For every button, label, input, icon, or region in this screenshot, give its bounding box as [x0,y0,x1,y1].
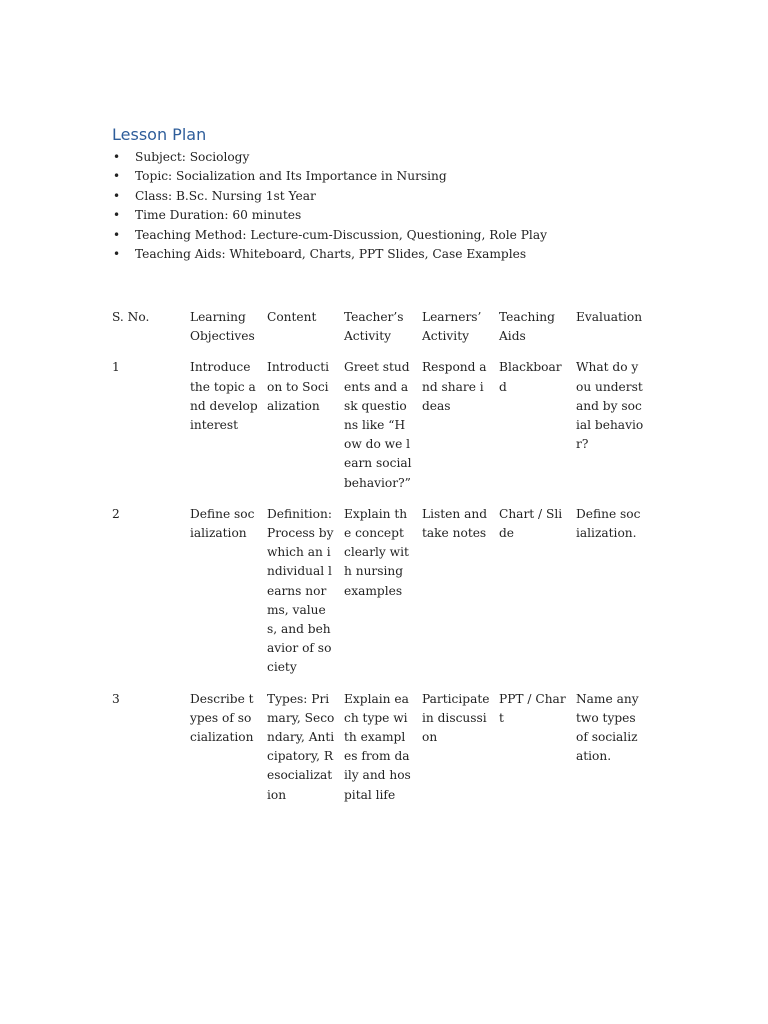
cell-objective: Describe types of socialization [190,691,254,745]
header-cell [576,308,652,358]
header-cell [190,308,267,358]
table-cell [499,505,576,690]
list-item-teaching-method: • Teaching Method: Lecture-cum-Discussion, Questioning, Role Play [112,226,547,245]
table-cell [267,690,344,817]
cell-sno: 3 [112,691,120,706]
header-cell [267,308,344,358]
header-cell [422,308,499,358]
table-cell [112,358,190,504]
table-cell [267,505,344,690]
cell-teacher-activity: Greet students and ask questions like “How do we learn social behavior?” [344,360,412,490]
header-learning-objectives: Learning Objectives [190,310,255,344]
cell-teaching-aids: PPT / Chart [499,691,566,725]
table-cell [344,358,422,504]
table-cell [344,690,422,817]
cell-teaching-aids: Blackboard [499,360,562,394]
table-cell [190,358,267,504]
lesson-info-list [112,148,547,264]
table-cell [422,358,499,504]
header-content: Content [267,310,317,324]
header-teacher-activity: Teacher’s Activity [344,310,404,344]
table-header-row [112,308,652,358]
list-item-class: • Class: B.Sc. Nursing 1st Year [112,187,547,206]
cell-content: Types: Primary, Secondary, Anticipatory, Resocialization [267,691,335,802]
table-cell [422,690,499,817]
list-item-topic: • Topic: Socialization and Its Importance in Nursing [112,167,547,186]
table-cell [112,505,190,690]
cell-content: Definition: Process by which an individual learns norms, values, and behavior of society [267,506,334,675]
cell-evaluation: Define socialization. [576,506,641,541]
cell-sno: 1 [112,360,120,375]
table-cell [499,358,576,504]
cell-teacher-activity: Explain the concept clearly with nursing examples [344,506,409,598]
table-cell [344,505,422,690]
list-item-duration: • Time Duration: 60 minutes [112,206,547,225]
table-cell [576,358,652,504]
header-cell [112,308,190,358]
header-sno: S. No. [112,310,150,324]
list-item-subject: • Subject: Sociology [112,148,547,167]
header-cell [499,308,576,358]
header-learners-activity: Learners’ Activity [422,310,482,344]
table-cell [576,505,652,690]
cell-teacher-activity: Explain each type with examples from daily and hospital life [344,691,411,802]
header-evaluation: Evaluation [576,310,643,324]
cell-teaching-aids: Chart / Slide [499,506,563,541]
table-cell [112,690,190,817]
cell-learners-activity: Participate in discussion [422,691,490,745]
table-cell [422,505,499,690]
cell-learners-activity: Listen and take notes [422,506,487,541]
header-cell [344,308,422,358]
cell-learners-activity: Respond and share ideas [422,360,487,413]
header-teaching-aids: Teaching Aids [499,310,555,344]
table-cell [190,505,267,690]
cell-sno: 2 [112,506,120,521]
cell-evaluation: What do you understand by social behavior? [576,360,644,452]
table-row [112,690,652,817]
cell-objective: Define socialization [190,506,255,541]
table-row [112,358,652,504]
table-cell [267,358,344,504]
cell-evaluation: Name any two types of socialization. [576,691,639,764]
table-cell [576,690,652,817]
table-cell [190,690,267,817]
list-item-teaching-aids: • Teaching Aids: Whiteboard, Charts, PPT Slides, Case Examples [112,245,547,264]
page-title: Lesson Plan [112,125,207,144]
table-cell [499,690,576,817]
cell-content: Introduction to Socialization [267,360,329,413]
cell-objective: Introduce the topic and develop interest [190,360,258,433]
lesson-plan-table [112,308,652,817]
table-row [112,505,652,690]
